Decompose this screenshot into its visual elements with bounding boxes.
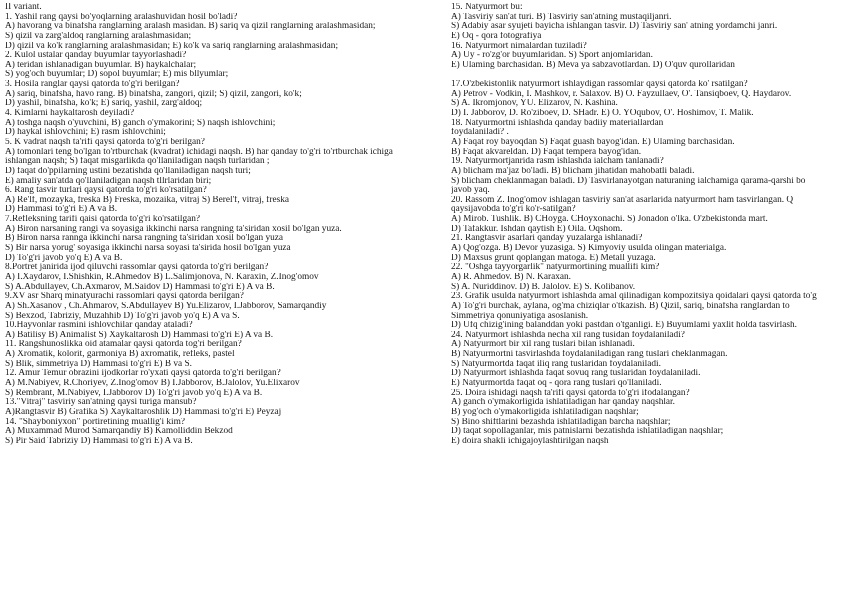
left-questions <box>5 13 445 447</box>
text-line: S) blicham cheklanmagan baladi. D) Tasvirlanayotgan naturaning ialchamiga qarama-qarshi bo <box>451 176 806 186</box>
text-line: 10.Hayvonlar rasmini ishlovchilar qanday ataladi? <box>5 321 193 331</box>
text-line: 5. K vadrat naqsh ta'rifi qaysi qatorda to'g'ri berilgan? <box>5 137 205 147</box>
text-line: 2. Kulol ustalar qanday buyumlar tayyorlashadi? <box>5 51 187 61</box>
text-line: A) Qog'ozga. B) Devor yuzasiga. S) Kimyoviy usulda olingan materialga. <box>451 244 727 254</box>
text-line: D) yashil, binafsha, ko'k; E) sariq, yashil, zarg'aldoq; <box>5 99 203 109</box>
text-line: S) Adabiy asar syujeti bayicha ishlangan tasvir. D) Tasviriy san' atning yordamchi janri. <box>451 22 778 32</box>
text-line: A) Xromatik, kolorit, garmoniya B) axromatik, refleks, pastel <box>5 350 235 360</box>
text-line: S) qizil va zarg'aldoq ranglarning aralashmasidan; <box>5 31 192 41</box>
text-line: 23. Grafik usulda natyurmort ishlashda amal qilinadigan kompozitsiya qoidalari qaysi qatorda to'g <box>451 292 817 302</box>
text-line: A) Muxammad Murod Samarqandiy B) Kamolliddin Bekzod <box>5 427 233 437</box>
text-line: S) Rembrant, M.Nabiyev, I.Jabborov D) To'g'ri javob yo'q E) A va B. <box>5 388 263 398</box>
text-line: D) Hammasi to'g'ri E) A va B. <box>5 205 118 215</box>
text-line: 19. Natyurmortjanrida rasm ishlashda ialcham tanlanadi? <box>451 157 664 167</box>
text-line: 18. Natyurmortni ishlashda qanday badiiy materiallardan <box>451 118 664 128</box>
right-questions <box>451 3 842 446</box>
text-line: A) Biron narsaning rangi va soyasiga ikkinchi narsa rangning ta'siridan xosil bo'lgan yuza. <box>5 224 342 234</box>
text-line: 22. "Oshga tayyorgarlik" natyurmortining muallifi kim? <box>451 263 660 273</box>
text-line: A) toshga naqsh o'yuvchini, B) ganch o'ymakorini; S) naqsh ishlovchini; <box>5 118 276 128</box>
text-line: A) Petrov - Vodkin, I. Mashkov, r. Salaxov. B) O. Fayzullaev, O'. Tansiqboev, Q. Haydarov. <box>451 89 792 99</box>
text-line: 1. Yashil rang qaysi bo'yoqlarning aralashuvidan hosil bo'ladi? <box>5 12 238 22</box>
text-line: E) Ulaming barchasidan. B) Meva ya sabzavotlardan. D) O'quv qurollaridan <box>451 60 735 70</box>
text-line: A) Tasviriy san'at turi. B) Tasviriy san'atning mustaqiljanri. <box>451 12 672 22</box>
text-line: D) haykal ishlovchini; E) rasm ishlovchini; <box>5 128 166 138</box>
text-line: 14. "Shayboniyxon" portiretining muallig'i kim? <box>5 417 185 427</box>
text-line: S) Bir narsa yorug' soyasiga ikkinchi narsa soyasi ta'sirida hosil bo'lgan yuza <box>5 244 291 254</box>
text-line: A) Mirob. Tushlik. B) CHoyga. CHoyxonachi. S) Jonadon o'lka. O'zbekistonda mart. <box>451 215 768 225</box>
text-line: S) A. Ikromjonov, YU. Elizarov, N. Kashina. <box>451 99 618 109</box>
text-line: javob yaq. <box>451 186 490 196</box>
text-line: A) M.Nabiyev, R.Choriyev, Z.Inog'omov B) I.Jabborov, B.Jalolov, Yu.Elixarov <box>5 378 300 388</box>
text-line: A) Uy - ro'zg'or buyumlaridan. S) Sport anjomlaridan. <box>451 51 653 61</box>
text-line: 3. Hosila ranglar qaysi qatorda to'g'ri berilgan? <box>5 80 180 90</box>
text-line: 25. Doira ishidagi naqsh ta'rifi qaysi qatorda to'g'ri ifodalangan? <box>451 388 690 398</box>
text-line: 6. Rang tasvir turlari qaysi qatorda to'g'ri ko'rsatilgan? <box>5 186 207 196</box>
text-line: A) Re'lf, mozayka, freska B) Freska, mozaika, vitraj S) Berel'f, vitraj, freska <box>5 195 289 205</box>
text-line: A) I.Xaydarov, I.Shishkin, R.Ahmedov B) L.Salimjonova, N. Karaxin, Z.Inog'omov <box>5 272 319 282</box>
text-line: B) Faqat akvareldan. D) Faqat tempera bayog'idan. <box>451 147 642 157</box>
text-line: 24. Natyurmort ishlashda necha xil rang tusidan foydalaniladi? <box>451 330 685 340</box>
text-line: 16. Natyurmort nimalardan tuziladi? <box>451 41 587 51</box>
text-line: B) Biron narsa rannga ikkinchi narsa rangning ta'siridan xosil bo'lgan yuza <box>5 234 284 244</box>
text-line: D) Maxsus grunt qoplangan matoga. E) Metall yuzaga. <box>451 253 656 263</box>
text-line: B) Natyurmortni tasvirlashda foydalaniladigan rang tuslari cheklanmagan. <box>451 350 728 360</box>
text-line: D) I. Jabborov, D. Ro'ziboev, D. SHadr. E) O. YOqubov, O'. Hoshimov, T. Malik. <box>451 109 754 119</box>
text-line: 21. Rangtasvir asarlari qanday yuzalarga ishlanadi? <box>451 234 643 244</box>
text-line: S) Blik, simmetriya D) Hammasi to'g'ri E) B va S. <box>5 359 192 369</box>
text-line: E) Oq - qora fotografiya <box>451 31 542 41</box>
text-line: D) Natyurmort ishlashda faqat sovuq rang tuslaridan foydalaniladi. <box>451 369 701 379</box>
left-column <box>5 3 445 446</box>
text-line: D) qizil va ko'k ranglarning aralashmasidan; E) ko'k va sariq ranglarning aralashmasidan; <box>5 41 339 51</box>
right-column <box>451 3 842 446</box>
text-line: E) doira shakli ichigajoylashtirilgan naqsh <box>451 436 609 446</box>
text-line: A) sariq, binafsha, havo rang. B) binafsha, zangori, qizil; S) qizil, zangori, ko'k; <box>5 89 302 99</box>
text-line: 17.O'zbekistonlik natyurmort ishlaydigan rassomlar qaysi qatorda ko' rsatilgan? <box>451 80 748 90</box>
text-line: S) Pir Said Tabriziy D) Hammasi to'g'ri E) A va B. <box>5 436 193 446</box>
text-line: A)Rangtasvir B) Grafika S) Xaykaltaroshlik D) Hammasi to'g'ri E) Peyzaj <box>5 407 282 417</box>
text-line <box>451 70 842 80</box>
text-line: A) teridan ishlanadigan buyumlar. B) haykalchalar; <box>5 60 197 70</box>
text-line: A) To'g'ri burchak, aylana, og'ma chiziqlar o'tkazish. B) Qizil, sariq, binafsha ranglardan to <box>451 301 790 311</box>
text-line: ishlangan naqsh; S) faqat misgarlikda qo'llaniladigan naqsh turlaridan ; <box>5 157 270 167</box>
text-line: 4. Kimlarni haykaltarosh deyiladi? <box>5 109 135 119</box>
text-line: A) Sh.Xasanov , Ch.Ahmarov, S.Abdullayev B) Yu.Elizarov, I.Jabborov, Samarqandiy <box>5 301 327 311</box>
text-line: 8.Portret janirida ijod qiluvchi rassomlar qaysi qatorda to'g'ri berilgan? <box>5 263 269 273</box>
text-line: 9.XV asr Sharq minatyurachi rassomlari qaysi qatorda berilgan? <box>5 292 244 302</box>
text-line: qaysijavobda to'g'ri ko'r-satilgan? <box>451 205 576 215</box>
text-line: 15. Natyurmort bu: <box>451 3 523 12</box>
text-line: S) A. Nuriddinov. D) B. Jalolov. E) S. Kolibanov. <box>451 282 636 292</box>
text-line: A) blicham ma'jaz bo'ladi. B) blicham jihatidan mahobatli baladi. <box>451 166 695 176</box>
text-line: Simmetriya qonuniyatiga asoslanish. <box>451 311 589 321</box>
text-line: S) yog'och buyumlar; D) sopol buyumlar; E) mis bllyumlar; <box>5 70 229 80</box>
variant-title: II variant. <box>5 3 42 12</box>
text-line: 7.Refleksning tarifi qaisi qatorda to'g'ri ko'rsatilgan? <box>5 215 201 225</box>
text-line: 13."Vitraj" tasviriy san'atning qaysi turiga mansub? <box>5 398 197 408</box>
text-line: A) Faqat roy bayoqdan S) Faqat guash bayog'idan. E) Ulaming barchasidan. <box>451 137 735 147</box>
text-line: D) taqat sopollaganlar, mis patnislarni bezatishda ishlatiladigan naqshlar; <box>451 427 724 437</box>
text-line: D) To'g'ri javob yo'q E) A va B. <box>5 253 123 263</box>
text-line: D) Tafakkur. Ishdan qaytish E) Oila. Oqshom. <box>451 224 623 234</box>
text-line: 20. Rassom Z. Inog'omov ishlagan tasviriy san'at asarlarida natyurmort ham tasvirlangan. Q <box>451 195 794 205</box>
text-line: 12. Amur Temur obrazini ijodkorlar ro'yxati qaysi qatorda to'g'ri berilgan? <box>5 369 281 379</box>
text-line: S) A.Abdullayev, Ch.Axmarov, M.Saidov D) Hammasi to'g'ri E) A va B. <box>5 282 275 292</box>
text-line: A) Natyurmort bir xil rang tuslari bilan ishlanadi. <box>451 340 635 350</box>
text-line: D) Ufq chizig'ining balanddan yoki pastdan o'tganligi. E) Buyumlami yaxlit holda tasvirlash. <box>451 321 797 331</box>
text-line: A) Batilisy B) Animalist S) Xaykaltarosh D) Hammasi to'g'ri E) A va B. <box>5 330 274 340</box>
text-line: B) yog'och o'ymakorligida ishlatiladigan naqshlar; <box>451 407 639 417</box>
text-line: 11. Rangshunoslikka oid atamalar qaysi qatorda tog'ri berilgan? <box>5 340 242 350</box>
text-line: S) Natyurmortda faqat iliq rang tuslaridan foydalaniladi. <box>451 359 661 369</box>
text-line: S) Bino shiftlarini bezashda ishlatiladigan barcha naqshlar; <box>451 417 671 427</box>
text-line: E) amaliy san'atda qo'llaniladigan naqsh tllrlaridan biri; <box>5 176 212 186</box>
text-line: foydalaniladi? . <box>451 128 509 138</box>
text-line: A) ganch o'ymakorligida ishlatiladigan har qanday naqshlar. <box>451 398 675 408</box>
text-line: A) R. Ahmedov. B) N. Karaxan. <box>451 272 571 282</box>
text-line: E) Natyurmortda faqat oq - qora rang tuslari qo'llaniladi. <box>451 378 662 388</box>
text-line: S) Bexzod, Tabriziy, Muzahhib D) To'g'ri javob yo'q E) A va S. <box>5 311 240 321</box>
text-line: A) tomonlari teng bo'lgan to'rtburchak (kvadrat) ichidagi naqsh. B) har qanday to'g'ri to'rtburchak ichiga <box>5 147 393 157</box>
text-line: D) faqat do'ppilarning ustini bezatishda qo'llaniladigan naqsh turi; <box>5 166 251 176</box>
text-line: A) havorang va binafsha ranglarning aralash masidan. B) sariq va qizil ranglarning aralashmasidan; <box>5 22 376 32</box>
